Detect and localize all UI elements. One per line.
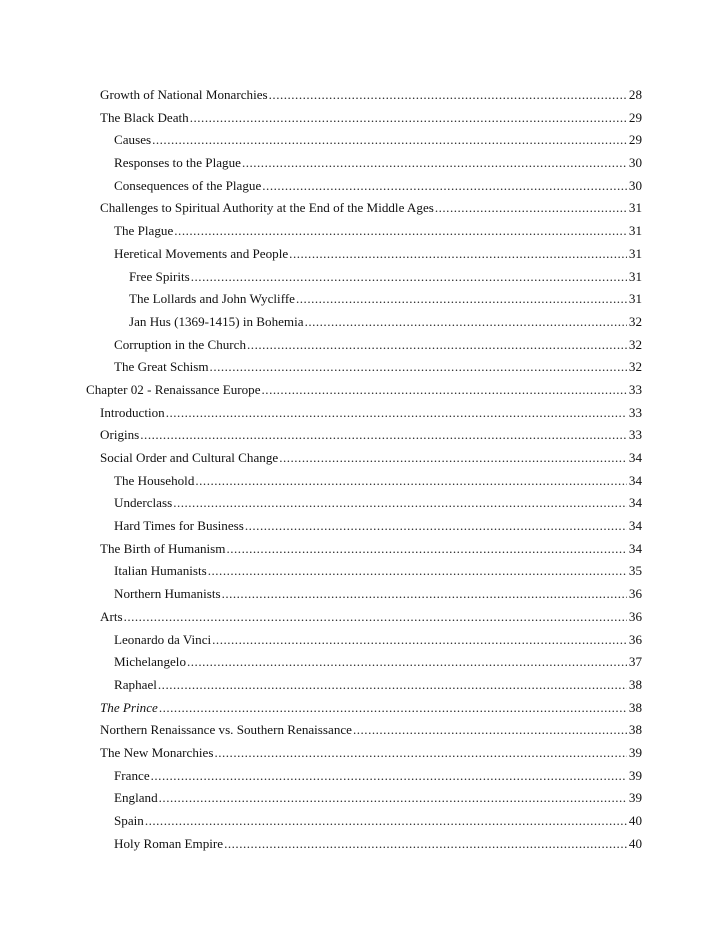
toc-entry-page-number: 34: [628, 540, 642, 556]
dot-leader: [279, 447, 627, 470]
toc-entry-title: Causes: [114, 132, 152, 148]
dot-leader: [353, 719, 627, 742]
toc-entry-page-number: 40: [628, 813, 642, 828]
toc-entry[interactable]: [86, 152, 642, 175]
toc-entry-title: Heretical Movements and People: [114, 245, 289, 261]
toc-entry-page-number: 34: [628, 495, 642, 511]
toc-entry[interactable]: [86, 175, 642, 198]
toc-entry-title: The Household: [114, 472, 195, 488]
toc-entry[interactable]: [86, 197, 642, 220]
toc-entry-page-number: 30: [628, 155, 642, 171]
toc-entry[interactable]: [86, 674, 642, 697]
toc-entry[interactable]: [86, 719, 642, 742]
dot-leader: [124, 606, 627, 629]
toc-entry-page-number: 38: [628, 722, 642, 738]
dot-leader: [247, 334, 627, 357]
toc-entry[interactable]: [86, 629, 642, 652]
toc-entry[interactable]: [86, 424, 642, 447]
toc-entry-title: Jan Hus (1369-1415) in Bohemia: [129, 313, 304, 329]
toc-entry-page-number: 32: [628, 336, 642, 352]
toc-entry[interactable]: [86, 492, 642, 515]
toc-entry-page-number: 35: [628, 563, 642, 579]
toc-entry-page-number: 37: [628, 654, 642, 670]
table-of-contents: [86, 84, 642, 855]
toc-entry-title: Northern Humanists: [114, 586, 221, 602]
toc-entry[interactable]: [86, 84, 642, 107]
toc-entry-page-number: 29: [628, 109, 642, 125]
toc-entry-title: Corruption in the Church: [114, 336, 247, 352]
toc-entry-title: Origins: [100, 427, 140, 443]
toc-entry[interactable]: [86, 515, 642, 538]
toc-entry-title: Responses to the Plague: [114, 155, 241, 171]
toc-entry-page-number: 29: [628, 132, 642, 148]
toc-entry-page-number: 34: [628, 472, 642, 488]
dot-leader: [190, 107, 627, 130]
dot-leader: [262, 175, 627, 198]
dot-leader: [214, 742, 626, 765]
dot-leader: [208, 560, 627, 583]
toc-entry-page-number: 32: [628, 359, 642, 375]
toc-entry-title: France: [114, 767, 150, 783]
dot-leader: [191, 266, 627, 289]
dot-leader: [151, 765, 627, 788]
dot-leader: [212, 629, 627, 652]
toc-entry-title: Hard Times for Business: [114, 518, 244, 534]
toc-entry-page-number: 36: [628, 608, 642, 624]
toc-entry-page-number: 31: [628, 245, 642, 261]
toc-entry-title: Michelangelo: [114, 654, 186, 670]
toc-entry-title: Growth of National Monarchies: [100, 87, 268, 102]
toc-entry[interactable]: [86, 243, 642, 266]
toc-entry-page-number: 36: [628, 631, 642, 647]
toc-entry-page-number: 39: [628, 790, 642, 806]
toc-entry[interactable]: [86, 651, 642, 674]
toc-entry[interactable]: [86, 402, 642, 425]
dot-leader: [158, 674, 627, 697]
toc-entry[interactable]: [86, 311, 642, 334]
dot-leader: [173, 492, 627, 515]
dot-leader: [435, 197, 627, 220]
dot-leader: [222, 583, 627, 606]
dot-leader: [224, 833, 627, 856]
dot-leader: [289, 243, 627, 266]
toc-entry-title: The Plague: [114, 223, 174, 239]
toc-entry-title: Consequences of the Plague: [114, 177, 262, 193]
toc-entry-title: The Prince: [100, 699, 158, 715]
toc-entry-page-number: 31: [628, 291, 642, 307]
toc-entry-page-number: 34: [628, 518, 642, 534]
toc-entry-page-number: 34: [628, 450, 642, 465]
toc-entry-page-number: 39: [628, 767, 642, 783]
toc-entry-title: The Great Schism: [114, 359, 209, 375]
dot-leader: [226, 538, 626, 561]
toc-entry-page-number: 38: [628, 676, 642, 692]
dot-leader: [145, 810, 627, 833]
toc-entry-title: The Lollards and John Wycliffe: [129, 291, 295, 307]
toc-entry-page-number: 40: [628, 835, 642, 851]
toc-entry[interactable]: [86, 742, 642, 765]
dot-leader: [140, 424, 627, 447]
toc-entry-title: Holy Roman Empire: [114, 835, 224, 851]
dot-leader: [262, 379, 627, 402]
toc-entry-title: Introduction: [100, 404, 165, 420]
toc-entry-page-number: 28: [628, 87, 642, 102]
toc-entry-page-number: 39: [628, 744, 642, 760]
toc-entry-page-number: 31: [628, 268, 642, 284]
toc-entry[interactable]: [86, 129, 642, 152]
toc-entry[interactable]: [86, 288, 642, 311]
toc-entry[interactable]: [86, 538, 642, 561]
toc-entry[interactable]: [86, 697, 642, 720]
dot-leader: [296, 288, 627, 311]
toc-entry-title: Free Spirits: [129, 268, 190, 284]
toc-entry-title: Leonardo da Vinci: [114, 631, 212, 647]
toc-entry[interactable]: [86, 470, 642, 493]
toc-entry[interactable]: [86, 787, 642, 810]
toc-entry[interactable]: [86, 765, 642, 788]
toc-entry-page-number: 31: [628, 200, 642, 216]
toc-entry-title: Social Order and Cultural Change: [100, 450, 279, 465]
toc-entry[interactable]: [86, 606, 642, 629]
toc-entry-title: Challenges to Spiritual Authority at the End of the Middle Ages: [100, 200, 434, 216]
toc-entry-page-number: 33: [628, 381, 642, 397]
dot-leader: [210, 356, 627, 379]
toc-entry[interactable]: [86, 583, 642, 606]
dot-leader: [166, 402, 627, 425]
toc-entry[interactable]: [86, 266, 642, 289]
toc-entry-page-number: 36: [628, 586, 642, 602]
toc-entry[interactable]: [86, 220, 642, 243]
dot-leader: [152, 129, 627, 152]
dot-leader: [195, 470, 627, 493]
toc-entry-page-number: 38: [628, 699, 642, 715]
toc-entry-page-number: 32: [628, 313, 642, 329]
dot-leader: [242, 152, 627, 175]
toc-entry-page-number: 33: [628, 427, 642, 443]
dot-leader: [159, 697, 627, 720]
toc-entry-title: England: [114, 790, 158, 806]
toc-entry-title: The Black Death: [100, 109, 189, 125]
toc-entry-title: Raphael: [114, 676, 157, 692]
toc-entry-title: Northern Renaissance vs. Southern Renaissance: [100, 722, 352, 738]
toc-entry-title: Arts: [100, 608, 123, 624]
dot-leader: [305, 311, 627, 334]
toc-entry-page-number: 33: [628, 404, 642, 420]
toc-entry-page-number: 30: [628, 177, 642, 193]
toc-entry-title: The New Monarchies: [100, 744, 214, 760]
toc-entry[interactable]: [86, 833, 642, 856]
toc-entry-title: Italian Humanists: [114, 563, 207, 579]
toc-entry-page-number: 31: [628, 223, 642, 239]
toc-entry-title: Chapter 02 - Renaissance Europe: [86, 381, 261, 397]
toc-entry[interactable]: [86, 334, 642, 357]
toc-entry[interactable]: [86, 107, 642, 130]
dot-leader: [245, 515, 627, 538]
toc-entry[interactable]: [86, 560, 642, 583]
dot-leader: [269, 84, 627, 107]
toc-entry[interactable]: [86, 379, 642, 402]
toc-entry[interactable]: [86, 356, 642, 379]
toc-entry-title: Spain: [114, 813, 144, 828]
dot-leader: [159, 787, 627, 810]
toc-entry-title: The Birth of Humanism: [100, 540, 226, 556]
dot-leader: [174, 220, 627, 243]
toc-entry[interactable]: [86, 447, 642, 470]
toc-entry[interactable]: [86, 810, 642, 833]
dot-leader: [187, 651, 627, 674]
toc-entry-title: Underclass: [114, 495, 173, 511]
